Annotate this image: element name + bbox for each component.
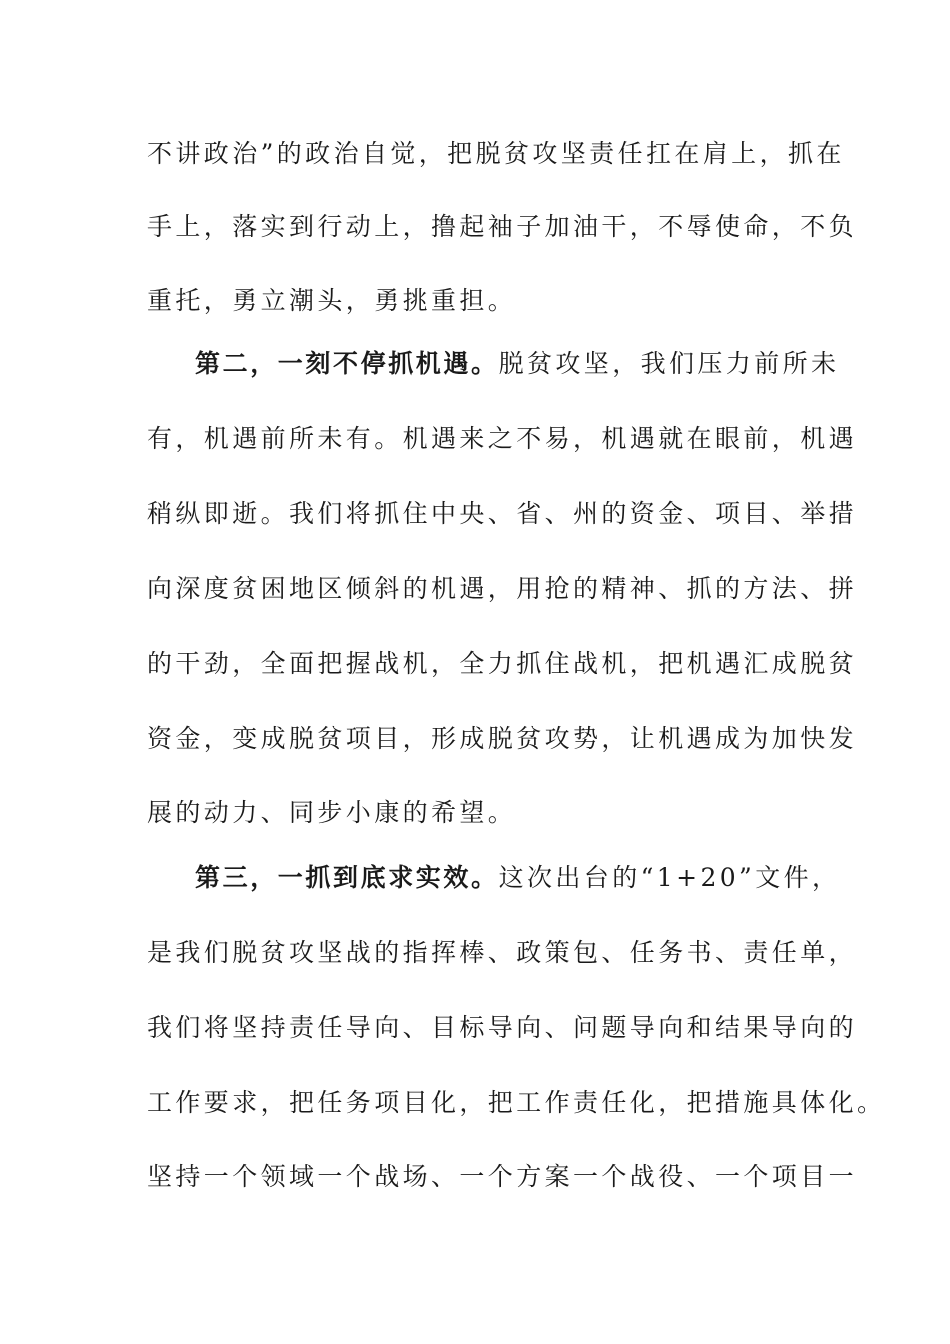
text-run: 脱贫攻坚，我们压力前所未 (498, 349, 840, 378)
paragraph-first-line (195, 860, 840, 896)
text-line: 是我们脱贫攻坚战的指挥棒、政策包、任务书、责任单， (147, 938, 858, 967)
paragraph-first-line (195, 346, 839, 382)
text-line: 重托，勇立潮头，勇挑重担。 (147, 286, 517, 315)
section-heading: 第三，一抓到底求实效。 (195, 863, 499, 892)
text-line: 工作要求，把任务项目化，把工作责任化，把措施具体化。 (147, 1088, 886, 1117)
text-line: 不讲政治”的政治自觉，把脱贫攻坚责任扛在肩上，抓在 (147, 139, 845, 168)
text-run: 这次出台的“1+20”文件， (498, 863, 841, 892)
text-line: 展的动力、同步小康的希望。 (147, 798, 517, 827)
text-line: 向深度贫困地区倾斜的机遇，用抢的精神、抓的方法、拼 (147, 574, 858, 603)
text-line: 坚持一个领域一个战场、一个方案一个战役、一个项目一 (147, 1162, 858, 1191)
section-heading: 第二，一刻不停抓机遇。 (195, 349, 499, 378)
text-line: 的干劲，全面把握战机，全力抓住战机，把机遇汇成脱贫 (147, 649, 858, 678)
text-line: 我们将坚持责任导向、目标导向、问题导向和结果导向的 (147, 1013, 858, 1042)
text-line: 资金，变成脱贫项目，形成脱贫攻势，让机遇成为加快发 (147, 724, 858, 753)
text-line: 稍纵即逝。我们将抓住中央、省、州的资金、项目、举措 (147, 499, 858, 528)
text-line: 手上，落实到行动上，撸起袖子加油干，不辱使命，不负 (147, 212, 858, 241)
text-line: 有，机遇前所未有。机遇来之不易，机遇就在眼前，机遇 (147, 424, 858, 453)
